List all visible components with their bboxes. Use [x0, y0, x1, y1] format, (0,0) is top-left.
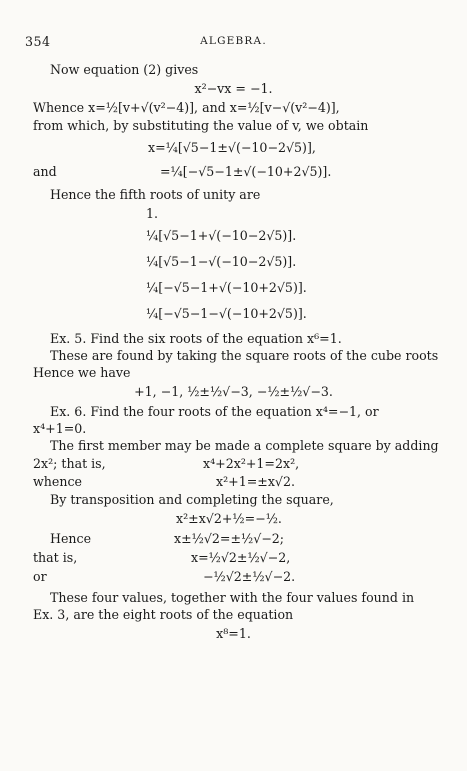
running-title: ALGEBRA.: [200, 35, 267, 47]
text-line: x²+1=±x√2.: [216, 474, 295, 489]
text-line: Ex. 6. Find the four roots of the equation x⁴=−1, or: [50, 404, 379, 419]
text-line: ¼[√5−1+√(−10−2√5)].: [146, 228, 297, 243]
text-line: The first member may be made a complete square by adding: [50, 438, 439, 453]
text-line: By transposition and completing the square,: [50, 492, 334, 507]
text-line: Hence we have: [33, 365, 131, 380]
text-line: Ex. 3, are the eight roots of the equation: [33, 607, 294, 622]
text-line: that is,: [33, 550, 78, 565]
text-line: Hence: [50, 531, 92, 546]
text-line: ¼[−√5−1−√(−10+2√5)].: [146, 306, 307, 321]
text-line: Hence the fifth roots of unity are: [50, 187, 261, 202]
text-line: These are found by taking the square roots of the cube roots: [50, 348, 439, 363]
text-line: x⁴+1=0.: [33, 421, 87, 436]
text-line: +1, −1, ½±½√−3, −½±½√−3.: [134, 384, 333, 399]
text-line: ¼[−√5−1+√(−10+2√5)].: [146, 280, 307, 295]
text-line: Now equation (2) gives: [50, 62, 199, 77]
text-line: ¼[√5−1−√(−10−2√5)].: [146, 254, 297, 269]
text-line: x²±x√2+½=−½.: [176, 511, 282, 526]
text-line: from which, by substituting the value of v, we obtain: [33, 118, 369, 133]
text-line: =¼[−√5−1±√(−10+2√5)].: [160, 164, 332, 179]
page-number: 354: [25, 34, 51, 49]
text-line: x⁴+2x²+1=2x²,: [203, 456, 300, 471]
text-line: x⁸=1.: [216, 626, 251, 641]
text-line: whence: [33, 474, 82, 489]
text-line: These four values, together with the four values found in: [50, 590, 415, 605]
text-line: x²−vx = −1.: [194, 81, 273, 96]
text-line: 1.: [146, 206, 159, 221]
text-line: x=½√2±½√−2,: [191, 550, 291, 565]
text-line: 2x²; that is,: [33, 456, 106, 471]
text-line: Whence x=½[v+√(v²−4)], and x=½[v−√(v²−4)],: [33, 100, 340, 115]
text-line: −½√2±½√−2.: [203, 569, 296, 584]
text-line: or: [33, 569, 47, 584]
text-line: x±½√2=±½√−2;: [174, 531, 285, 546]
text-line: and: [33, 164, 57, 179]
text-line: x=¼[√5−1±√(−10−2√5)],: [148, 140, 316, 155]
text-line: Ex. 5. Find the six roots of the equation x⁶=1.: [50, 331, 342, 346]
